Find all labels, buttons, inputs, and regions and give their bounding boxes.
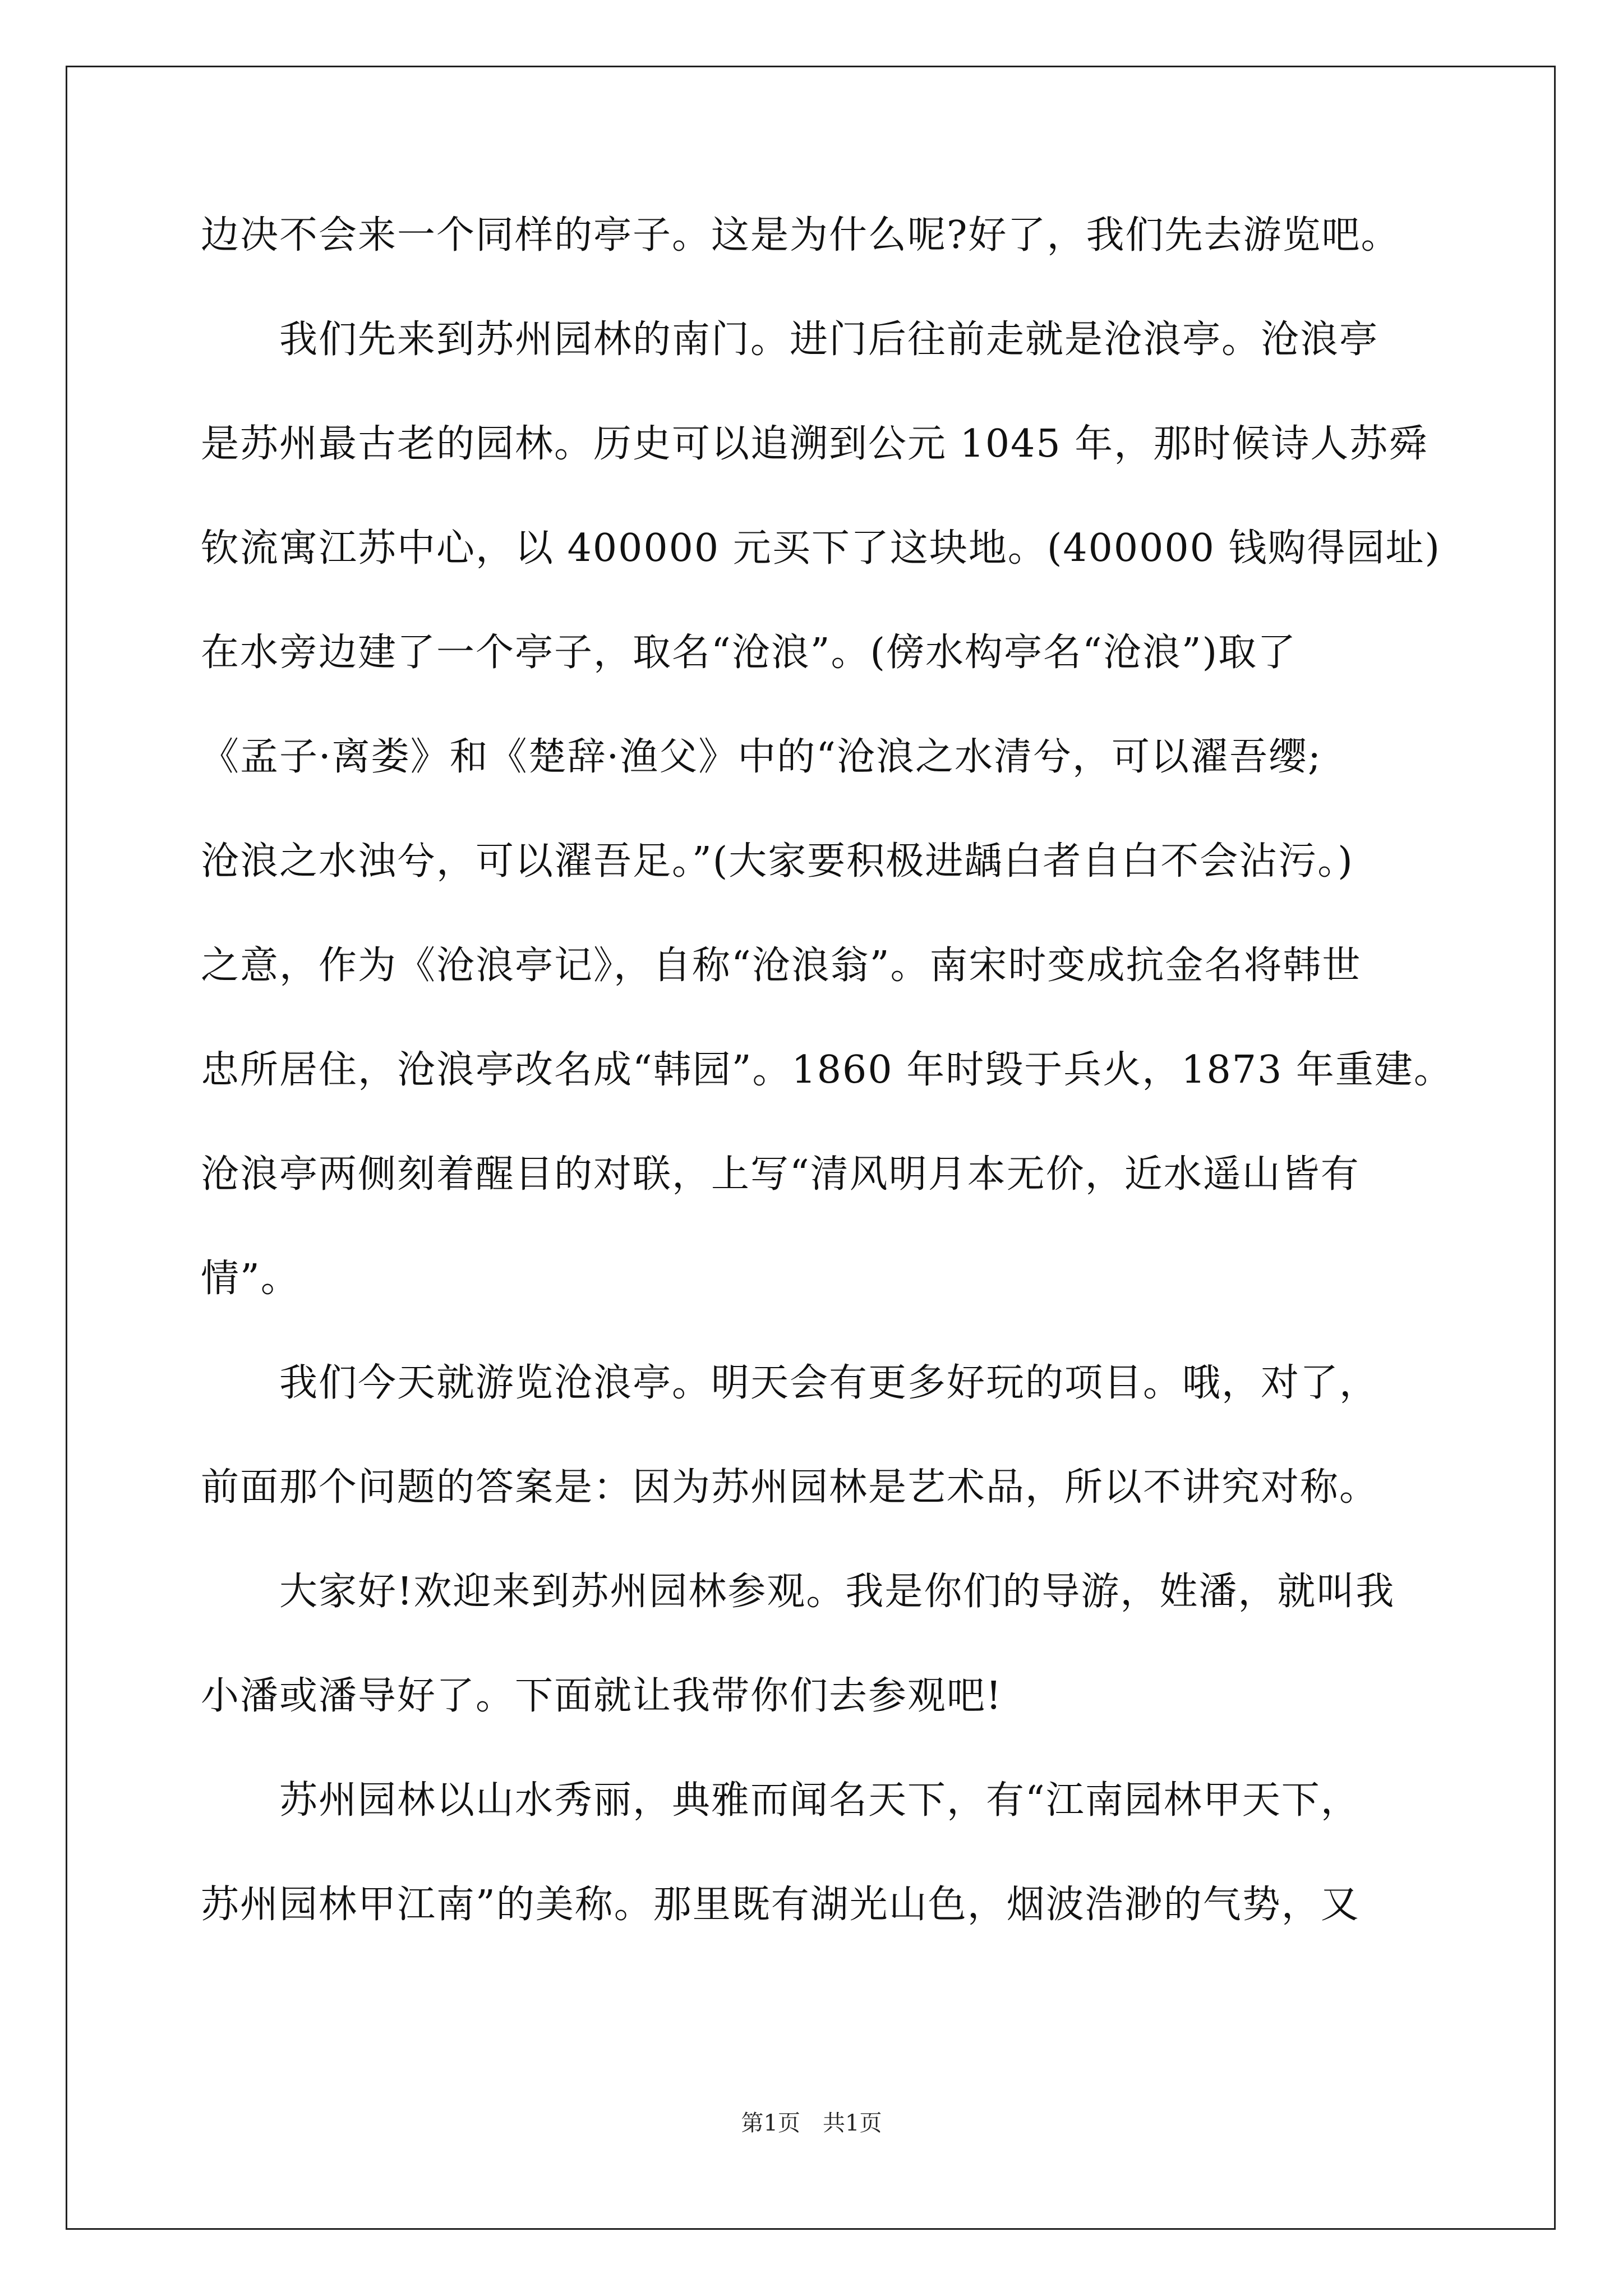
text-line: 忠所居住，沧浪亭改名成“韩园”。1860 年时毁于兵火，1873 年重建。 <box>201 1048 1453 1092</box>
text-line: 边决不会来一个同样的亭子。这是为什么呢?好了，我们先去游览吧。 <box>201 213 1400 257</box>
text-line: 钦流寓江苏中心，以 400000 元买下了这块地。(400000 钱购得园址) <box>201 526 1441 570</box>
text-line: 我们先来到苏州园林的南门。进门后往前走就是沧浪亭。沧浪亭 <box>201 318 1379 362</box>
text-line: 之意，作为《沧浪亭记》，自称“沧浪翁”。南宋时变成抗金名将韩世 <box>201 944 1362 988</box>
text-line: 前面那个问题的答案是：因为苏州园林是艺术品，所以不讲究对称。 <box>201 1465 1379 1510</box>
text-line: 苏州园林甲江南”的美称。那里既有湖光山色，烟波浩渺的气势，又 <box>201 1883 1360 1927</box>
text-line: 在水旁边建了一个亭子，取名“沧浪”。(傍水构亭名“沧浪”)取了 <box>201 631 1297 675</box>
text-line: 《孟子·离娄》和《楚辞·渔父》中的“沧浪之水清兮，可以濯吾缨; <box>201 735 1322 779</box>
text-line: 我们今天就游览沧浪亭。明天会有更多好玩的项目。哦，对了， <box>201 1361 1379 1405</box>
text-line: 苏州园林以山水秀丽，典雅而闻名天下，有“江南园林甲天下， <box>201 1778 1360 1823</box>
text-line: 情”。 <box>201 1257 300 1301</box>
text-line: 是苏州最古老的园林。历史可以追溯到公元 1045 年，那时候诗人苏舜 <box>201 422 1428 466</box>
page-footer: 第1页 共1页 <box>741 2110 882 2136</box>
text-line: 小潘或潘导好了。下面就让我带你们去参观吧! <box>201 1674 1003 1718</box>
text-line: 沧浪亭两侧刻着醒目的对联，上写“清风明月本无价，近水遥山皆有 <box>201 1152 1360 1197</box>
text-line: 沧浪之水浊兮，可以濯吾足。”(大家要积极进龋白者自白不会沾污。) <box>201 839 1354 884</box>
text-line: 大家好!欢迎来到苏州园林参观。我是你们的导游，姓潘，就叫我 <box>201 1570 1395 1614</box>
